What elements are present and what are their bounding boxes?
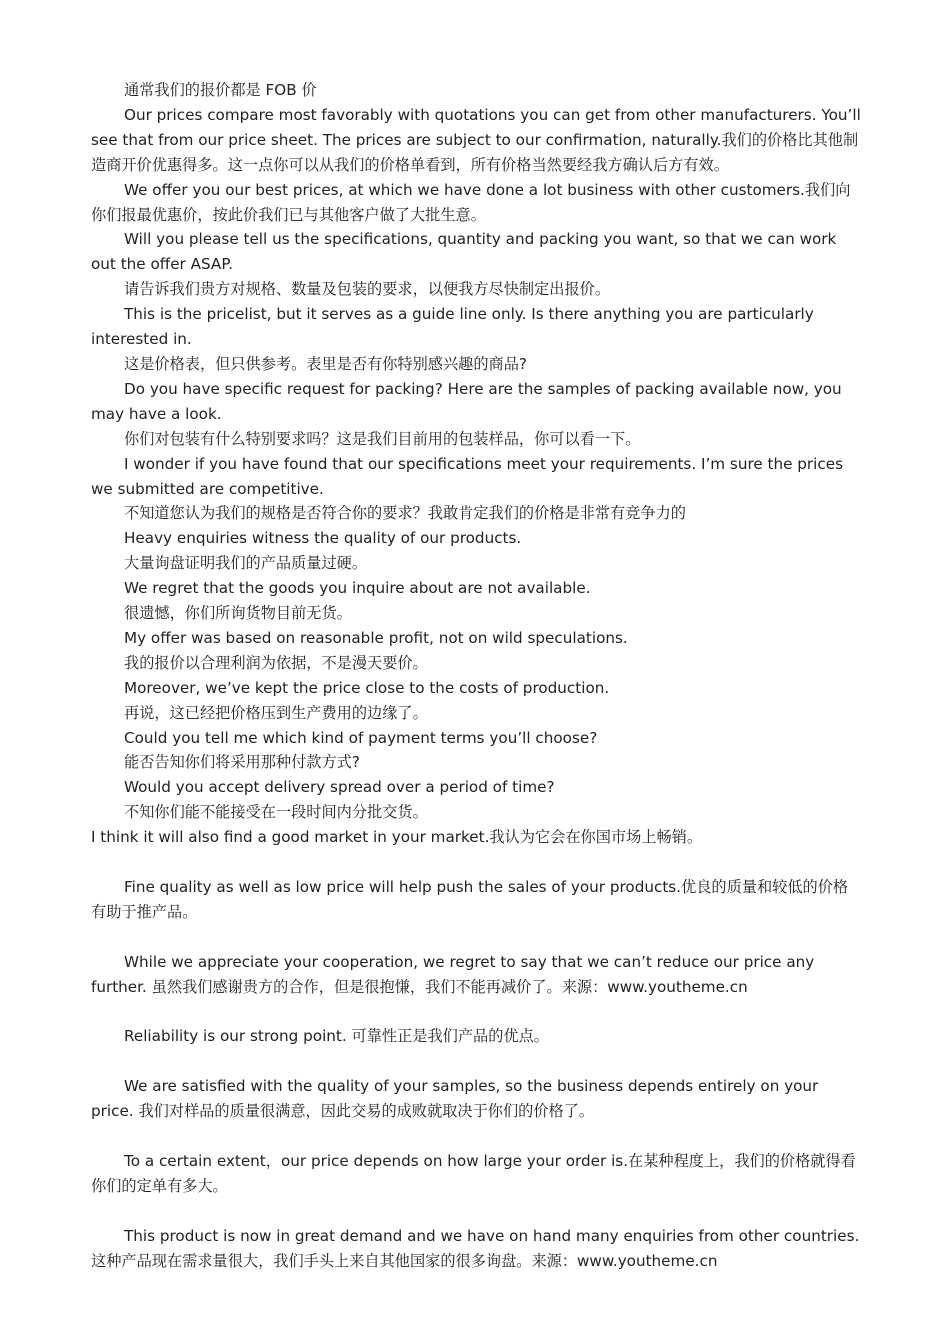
paragraph: 大量询盘证明我们的产品质量过硬。	[124, 554, 367, 573]
paragraph: Could you tell me which kind of payment terms you’ll choose?	[124, 728, 598, 747]
paragraph: This product is now in great demand and we have on hand many enquiries from other countries.这种产品现在需求量很大，我们手头上来自其他国家的很多询盘。来源：www.youtheme.cn	[91, 1226, 860, 1270]
paragraph: Reliability is our strong point. 可靠性正是我们产品的优点。	[124, 1027, 549, 1046]
paragraph: 通常我们的报价都是 FOB 价	[124, 81, 317, 99]
paragraph: We regret that the goods you inquire about are not available.	[124, 579, 591, 598]
paragraph: My offer was based on reasonable profit, not on wild speculations.	[124, 628, 628, 647]
paragraph: Heavy enquiries witness the quality of our products.	[124, 529, 522, 548]
paragraph: 再说，这已经把价格压到生产费用的边缘了。	[124, 703, 428, 722]
paragraph: 不知你们能不能接受在一段时间内分批交货。	[124, 803, 428, 822]
paragraph: 这是价格表，但只供参考。表里是否有你特别感兴趣的商品?	[124, 354, 527, 373]
paragraph: We offer you our best prices, at which we have done a lot business with other customers.我们向你们报最优惠价，按此价我们已与其他客户做了大批生意。	[91, 180, 851, 224]
paragraph: I wonder if you have found that our specifications meet your requirements. I’m sure the prices we submitted are competitive.	[91, 454, 843, 498]
paragraph: 能否告知你们将采用那种付款方式?	[124, 753, 360, 772]
paragraph: 你们对包装有什么特别要求吗？这是我们目前用的包装样品，你可以看一下。	[124, 429, 641, 448]
paragraph: To a certain extent，our price depends on how large your order is.在某种程度上，我们的价格就得看你们的定单有多大。	[91, 1151, 856, 1195]
paragraph: Will you please tell us the specifications, quantity and packing you want, so that we can work out the offer ASAP.	[91, 230, 837, 274]
paragraph: 不知道您认为我们的规格是否符合你的要求？我敢肯定我们的价格是非常有竞争力的	[124, 504, 686, 523]
paragraph: Would you accept delivery spread over a period of time?	[124, 778, 555, 797]
paragraph: While we appreciate your cooperation, we regret to say that we can’t reduce our price any further. 虽然我们感谢贵方的合作，但是很抱慊，我们不能再减价了。来源：www.youtheme.cn	[91, 952, 815, 996]
paragraph: Fine quality as well as low price will help push the sales of your products.优良的质量和较低的价格有助于推产品。	[91, 877, 849, 921]
paragraph: 很遗憾，你们所询货物目前无货。	[124, 604, 352, 623]
paragraph: This is the pricelist, but it serves as a guide line only. Is there anything you are particularly interested in.	[91, 305, 814, 349]
paragraph: Moreover, we’ve kept the price close to the costs of production.	[124, 678, 610, 697]
paragraph: 请告诉我们贵方对规格、数量及包装的要求，以便我方尽快制定出报价。	[124, 280, 610, 299]
paragraph: Our prices compare most favorably with quotations you can get from other manufacturers. You’ll see that from our price sheet. The prices are subject to our confirmation, naturally.我们的价格比其他制造商开价优惠得多。这一点你可以从我们的价格单看到，所有价格当然要经我方确认后方有效。	[91, 105, 861, 174]
paragraph: Do you have specific request for packing? Here are the samples of packing available now, you may have a look.	[91, 379, 842, 423]
paragraph: We are satisfied with the quality of your samples, so the business depends entirely on your price. 我们对样品的质量很满意，因此交易的成败就取决于你们的价格了。	[91, 1077, 819, 1121]
paragraph: I think it will also find a good market in your market.我认为它会在你国市场上畅销。	[91, 828, 703, 847]
document-body	[91, 78, 861, 1273]
paragraph: 我的报价以合理利润为依据，不是漫天要价。	[124, 653, 428, 672]
